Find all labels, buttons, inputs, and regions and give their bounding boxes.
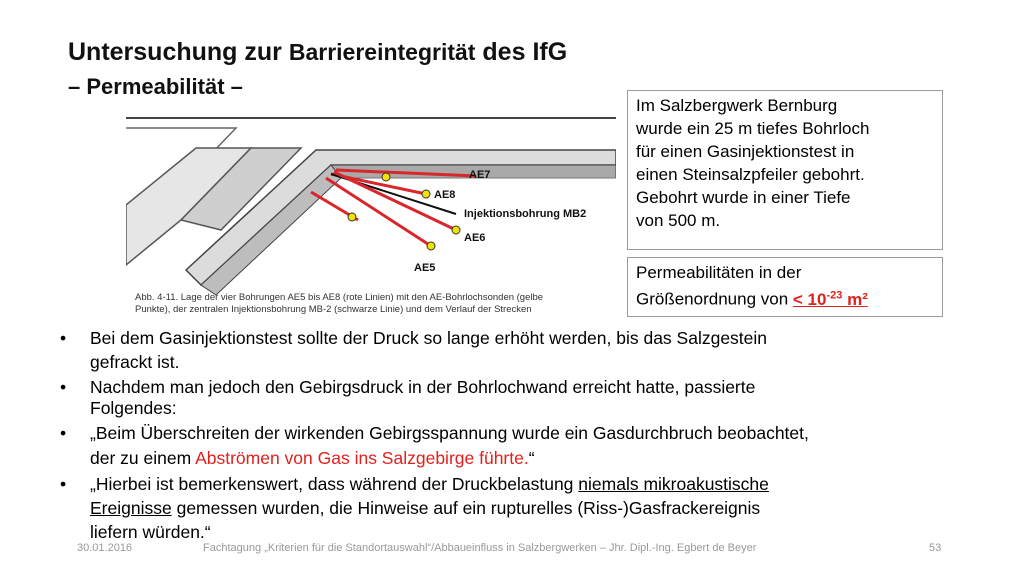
footer-text: Fachtagung „Kriterien für die Standortauswahl“/Abbaueinfluss in Salzbergwerken – Jhr. Dipl.-Ing. Egbert de Beyer xyxy=(203,542,757,554)
bullet-1-symbol: • xyxy=(60,328,67,348)
footer-page-number: 53 xyxy=(929,542,942,554)
slide-subtitle: – Permeabilität – xyxy=(68,74,243,99)
info-line-4: einen Steinsalzpfeiler gebohrt. xyxy=(636,165,865,184)
borehole-figure xyxy=(126,110,616,320)
label-ae7: AE7 xyxy=(469,169,491,181)
permeability-line-1: Permeabilitäten in der xyxy=(636,263,802,282)
permeability-value-unit: m² xyxy=(842,289,868,309)
bullet-4-underlined-1: niemals mikroakustische xyxy=(578,474,769,494)
info-line-1: Im Salzbergwerk Bernburg xyxy=(636,96,838,115)
bullet-3-line-2-end: “ xyxy=(528,448,535,468)
title-part-1: Untersuchung zur xyxy=(68,38,289,66)
footer-date: 30.01.2016 xyxy=(77,542,133,554)
bullet-3-line-2 xyxy=(90,447,535,470)
mine-gallery-diagram xyxy=(126,110,616,320)
bullet-4-line-3: liefern würden.“ xyxy=(90,522,211,542)
bullet-4-line-1 xyxy=(90,473,769,496)
bullet-4-underlined-2: Ereignisse xyxy=(90,498,172,518)
bullet-2-line-1: Nachdem man jedoch den Gebirgsdruck in der Bohrlochwand erreicht hatte, passierte xyxy=(90,377,756,397)
label-ae6: AE6 xyxy=(464,232,486,244)
bullet-4-line-1-start: „Hierbei ist bemerkenswert, dass während der Druckbelastung xyxy=(90,474,579,494)
title-part-2: Barriereintegrität xyxy=(288,39,476,65)
permeability-value xyxy=(793,290,868,309)
info-line-6: von 500 m. xyxy=(636,211,721,230)
permeability-line-2 xyxy=(636,284,934,311)
permeability-value-exponent: -23 xyxy=(826,289,843,301)
bullet-3-symbol: • xyxy=(60,423,67,443)
info-box-bernburg xyxy=(627,90,943,250)
permeability-prefix: Größenordnung von xyxy=(636,289,793,309)
figure-caption-line-1: Abb. 4-11. Lage der vier Bohrungen AE5 bis AE8 (rote Linien) mit den AE-Bohrlochsonden (gelbe xyxy=(135,292,544,303)
permeability-box xyxy=(627,257,943,317)
bullet-3-line-1: „Beim Überschreiten der wirkenden Gebirgsspannung wurde ein Gasdurchbruch beobachtet, xyxy=(90,423,809,443)
bullet-3-highlight: Abströmen von Gas ins Salzgebirge führte. xyxy=(195,448,529,468)
bullet-4-line-2-end: gemessen wurden, die Hinweise auf ein rupturelles (Riss-)Gasfrackereignis xyxy=(171,498,761,518)
info-line-3: für einen Gasinjektionstest in xyxy=(636,142,855,161)
label-ae5: AE5 xyxy=(414,262,436,274)
label-mb2: Injektionsbohrung MB2 xyxy=(464,208,587,220)
figure-caption xyxy=(135,292,613,316)
sensor-short xyxy=(348,213,356,221)
bullet-2-symbol: • xyxy=(60,377,67,397)
bullet-4-line-2 xyxy=(90,497,760,520)
figure-caption-line-2: Punkte), der zentralen Injektionsbohrung MB-2 (schwarze Linie) und dem Verlauf der Strecken xyxy=(135,304,532,315)
permeability-value-base: < 10 xyxy=(792,289,827,309)
bullet-3-line-2-start: der zu einem xyxy=(90,448,196,468)
bullet-1-line-2: gefrackt ist. xyxy=(90,352,180,372)
slide-title xyxy=(68,38,567,67)
bullet-1-line-1: Bei dem Gasinjektionstest sollte der Druck so lange erhöht werden, bis das Salzgestein xyxy=(90,328,768,348)
title-part-3: des IfG xyxy=(475,38,568,66)
bullet-2-line-2: Folgendes: xyxy=(90,398,177,418)
sensor-ae8 xyxy=(422,190,430,198)
bullet-4-symbol: • xyxy=(60,474,67,494)
sensor-ae5 xyxy=(427,242,435,250)
sensor-ae7 xyxy=(382,173,390,181)
info-line-5: Gebohrt wurde in einer Tiefe xyxy=(636,188,851,207)
label-ae8: AE8 xyxy=(434,189,456,201)
info-line-2: wurde ein 25 m tiefes Bohrloch xyxy=(636,119,870,138)
sensor-ae6 xyxy=(452,226,460,234)
